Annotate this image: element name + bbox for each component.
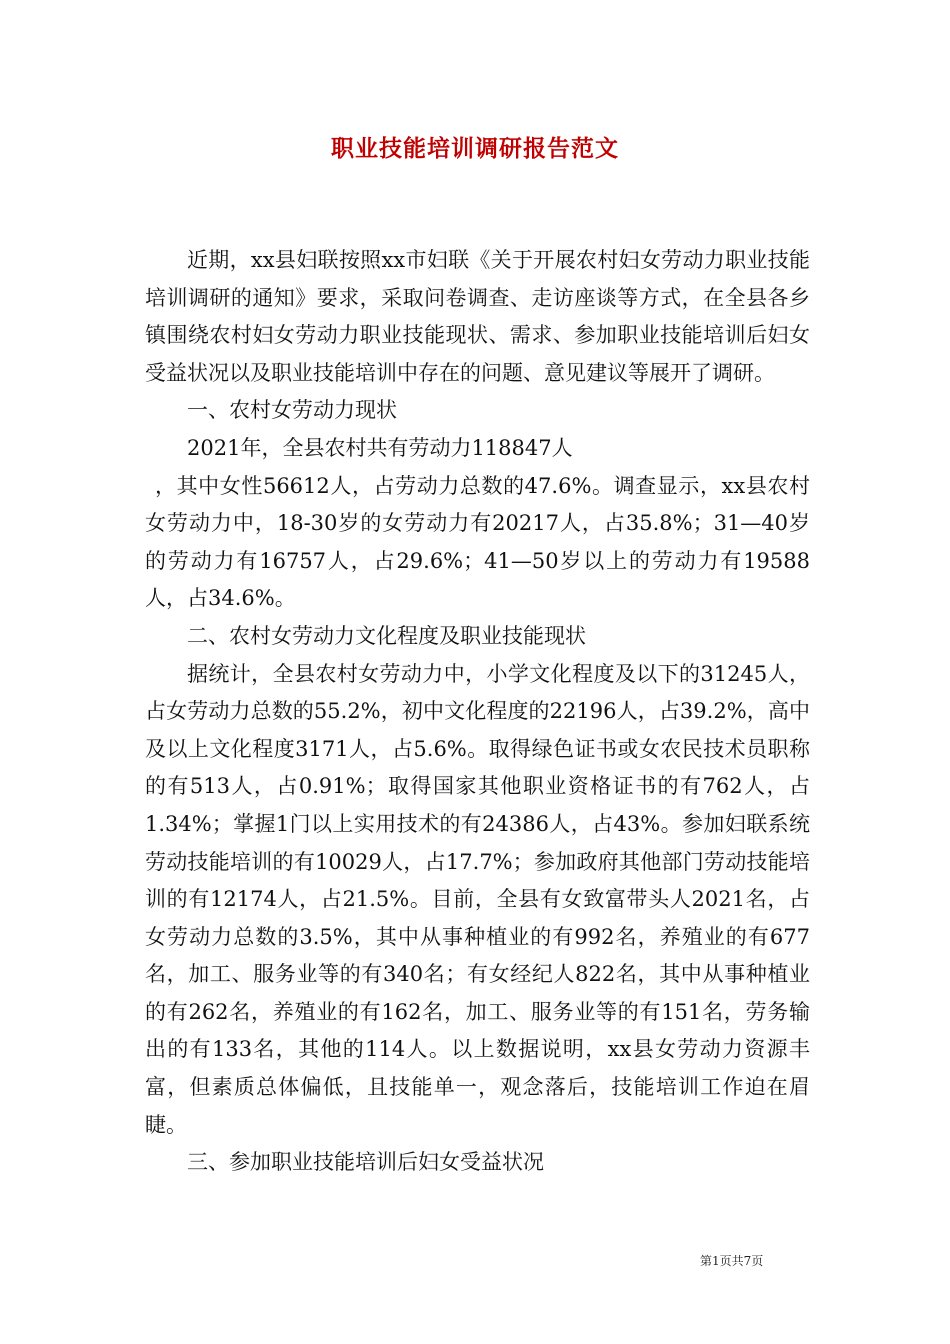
section-heading-2: 二、农村女劳动力文化程度及职业技能现状 [187,623,586,648]
document-title: 职业技能培训调研报告范文 [331,135,619,162]
paragraph-education-skills: 据统计，全县农村女劳动力中，小学文化程度及以下的31245人，占女劳动力总数的55.2%，初中文化程度的22196人，占39.2%，高中及以上文化程度3171人，占5.6%。取得绿色证书或女农民技术员职称的有513人，占0.91%；取得国家其他职业资格证书的有762人，占1.34%；掌握1门以上实用技术的有24386人，占43%。参加妇联系统劳动技能培训的有10029人，占17.7%；参加政府其他部门劳动技能培训的有12174人，占21.5%。目前，全县有女致富带头人2021名，占女劳动力总数的3.5%，其中从事种植业的有992名，养殖业的有677名，加工、服务业等的有340名；有女经纪人822名，其中从事种植业的有262名，养殖业的有162名，加工、服务业等的有151名，劳务输出的有133名，其他的114人。以上数据说明，xx县女劳动力资源丰富，但素质总体偏低，且技能单一，观念落后，技能培训工作迫在眉睫。 [145,661,810,1137]
page-number: 第1页共7页 [700,1254,764,1268]
section-heading-3: 三、参加职业技能培训后妇女受益状况 [187,1150,544,1175]
section-heading-1: 一、农村女劳动力现状 [187,398,397,423]
paragraph-intro: 近期，xx县妇联按照xx市妇联《关于开展农村妇女劳动力职业技能培训调研的通知》要求，采取问卷调查、走访座谈等方式，在全县各乡镇围绕农村妇女劳动力职业技能现状、需求、参加职业技能培训后妇女受益状况以及职业技能培训中存在的问题、意见建议等展开了调研。 [145,248,810,385]
paragraph-labor-detail: ，其中女性56612人，占劳动力总数的47.6%。调查显示，xx县农村女劳动力中，18-30岁的女劳动力有20217人，占35.8%；31—40岁的劳动力有16757人，占29.6%；41—50岁以上的劳动力有19588人，占34.6%。 [145,473,810,611]
paragraph-labor-total: 2021年，全县农村共有劳动力118847人 [187,435,573,460]
document-body [145,242,810,1182]
